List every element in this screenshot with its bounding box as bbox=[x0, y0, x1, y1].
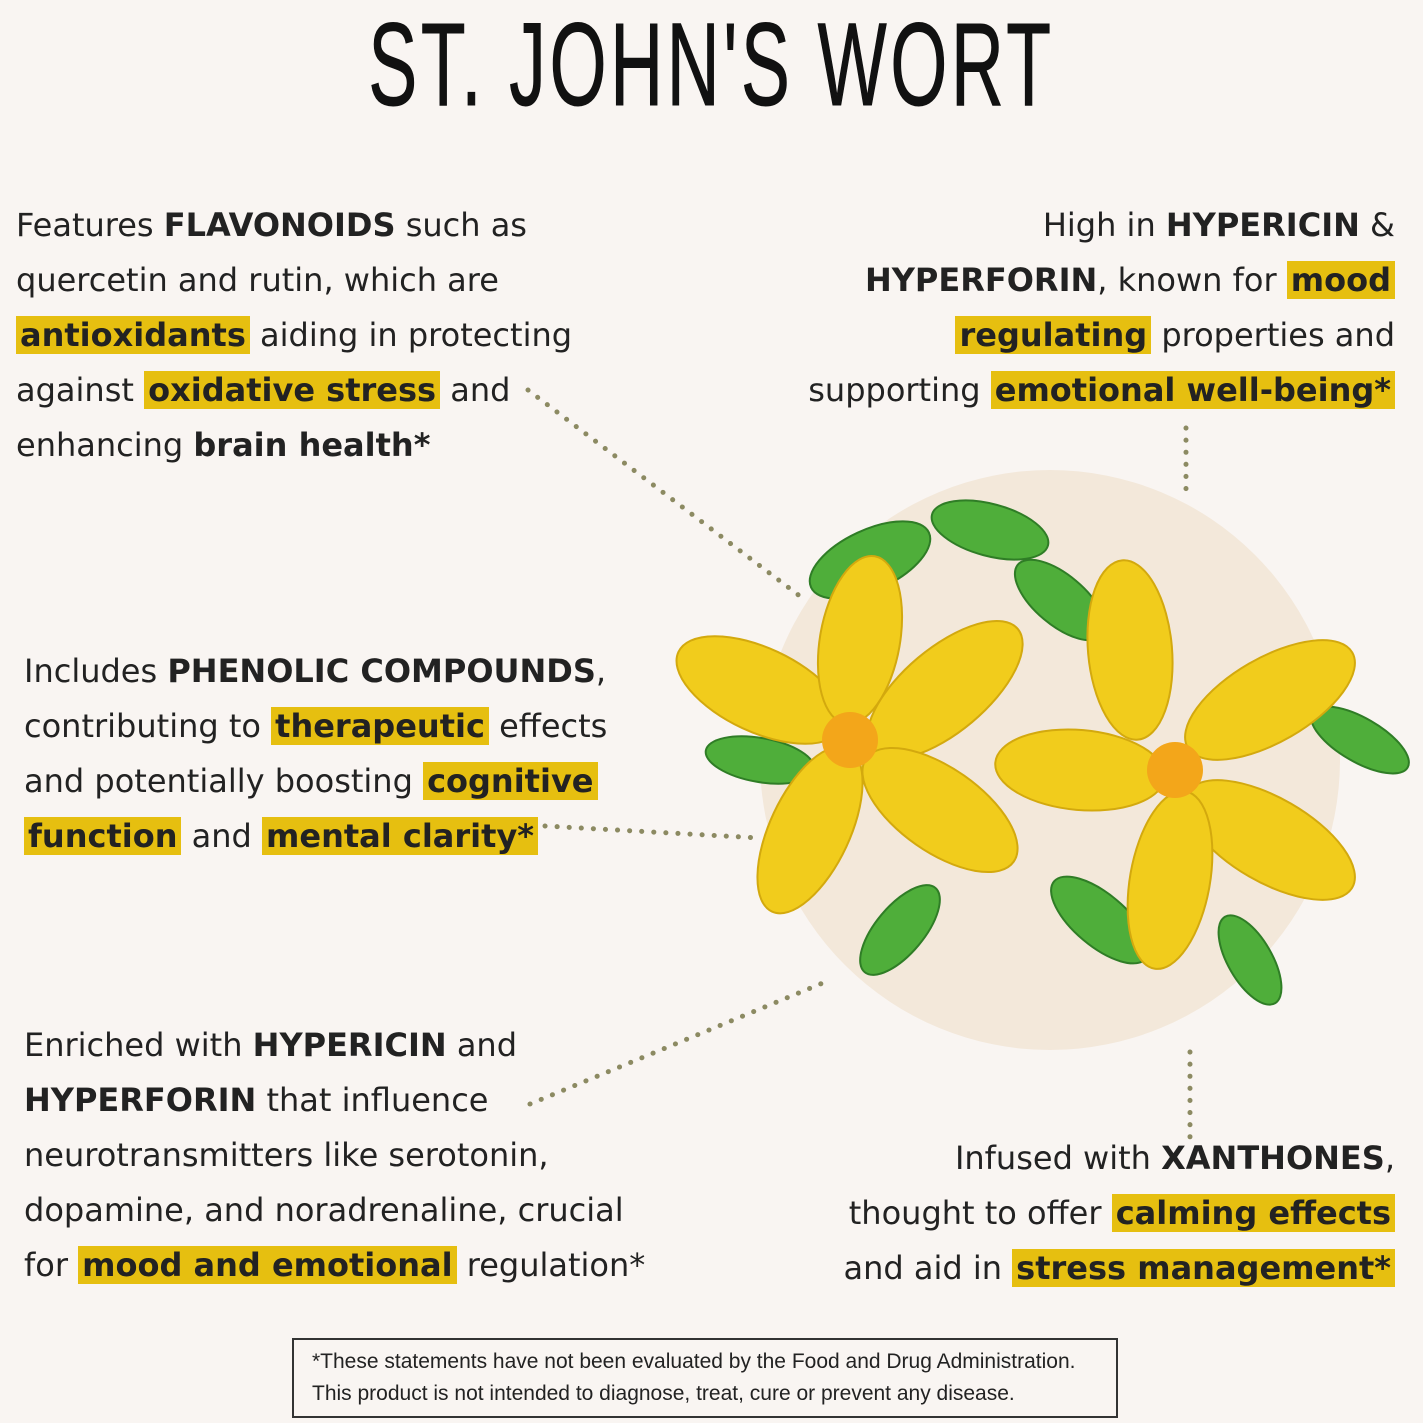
text-segment: and aid in bbox=[843, 1249, 1013, 1287]
highlighted-term: mood and emotional bbox=[78, 1246, 456, 1284]
text-segment: for bbox=[24, 1246, 79, 1284]
text-block-xanthones bbox=[843, 1131, 1395, 1296]
text-segment: effects bbox=[488, 707, 608, 745]
text-segment: such as bbox=[395, 206, 527, 244]
text-segment: dopamine, and noradrenaline, crucial bbox=[24, 1191, 624, 1229]
highlighted-term: function bbox=[24, 817, 181, 855]
text-block-phenolic bbox=[24, 644, 607, 864]
text-segment: , known for bbox=[1097, 261, 1287, 299]
text-segment: , bbox=[595, 652, 607, 690]
text-block-flavonoids bbox=[16, 198, 572, 473]
text-line bbox=[16, 363, 572, 418]
bold-term: FLAVONOIDS bbox=[163, 206, 396, 244]
disclaimer-line-2: This product is not intended to diagnose, treat, cure or prevent any disease. bbox=[312, 1382, 1015, 1405]
text-segment: that influence bbox=[256, 1081, 489, 1119]
highlighted-term: mood bbox=[1287, 261, 1395, 299]
text-line bbox=[24, 644, 607, 699]
text-segment: and bbox=[440, 371, 511, 409]
highlighted-term: stress management* bbox=[1012, 1249, 1395, 1287]
text-line bbox=[24, 1073, 645, 1128]
text-segment: and potentially boosting bbox=[24, 762, 424, 800]
text-line bbox=[24, 699, 607, 754]
text-line bbox=[24, 1018, 645, 1073]
disclaimer-line-1: *These statements have not been evaluated by the Food and Drug Administration. bbox=[312, 1350, 1076, 1373]
text-segment: against bbox=[16, 371, 145, 409]
text-line bbox=[24, 754, 607, 809]
text-segment: contributing to bbox=[24, 707, 272, 745]
text-line bbox=[808, 253, 1395, 308]
text-segment: Includes bbox=[24, 652, 168, 690]
fda-disclaimer bbox=[292, 1338, 1118, 1418]
text-line bbox=[24, 1238, 645, 1293]
bold-term: brain health* bbox=[193, 426, 431, 464]
highlighted-term: calming effects bbox=[1112, 1194, 1395, 1232]
text-segment: properties and bbox=[1151, 316, 1395, 354]
text-segment: quercetin and rutin, which are bbox=[16, 261, 499, 299]
bold-term: HYPERFORIN bbox=[864, 261, 1098, 299]
text-line bbox=[843, 1131, 1395, 1186]
highlighted-term: cognitive bbox=[423, 762, 597, 800]
text-line bbox=[16, 418, 572, 473]
text-segment: supporting bbox=[808, 371, 991, 409]
text-line bbox=[16, 308, 572, 363]
text-segment: & bbox=[1359, 206, 1395, 244]
text-block-neurotransmitters bbox=[24, 1018, 645, 1293]
text-segment: Enriched with bbox=[24, 1026, 253, 1064]
text-line bbox=[808, 198, 1395, 253]
highlighted-term: antioxidants bbox=[16, 316, 250, 354]
bold-term: HYPERICIN bbox=[252, 1026, 447, 1064]
text-segment: Features bbox=[16, 206, 164, 244]
text-segment: and bbox=[446, 1026, 518, 1064]
text-line bbox=[808, 363, 1395, 418]
text-line bbox=[808, 308, 1395, 363]
text-segment: regulation* bbox=[456, 1246, 646, 1284]
highlighted-term: regulating bbox=[955, 316, 1151, 354]
bold-term: PHENOLIC COMPOUNDS bbox=[167, 652, 596, 690]
text-segment: Infused with bbox=[954, 1139, 1162, 1177]
text-line bbox=[16, 198, 572, 253]
bold-term: HYPERICIN bbox=[1165, 206, 1360, 244]
text-line bbox=[16, 253, 572, 308]
text-line bbox=[24, 809, 607, 864]
text-segment: thought to offer bbox=[848, 1194, 1112, 1232]
text-line bbox=[843, 1186, 1395, 1241]
bold-term: HYPERFORIN bbox=[24, 1081, 257, 1119]
highlighted-term: oxidative stress bbox=[144, 371, 440, 409]
text-line bbox=[843, 1241, 1395, 1296]
text-segment: aiding in protecting bbox=[249, 316, 573, 354]
highlighted-term: mental clarity* bbox=[262, 817, 538, 855]
text-segment: High in bbox=[1042, 206, 1166, 244]
text-segment: enhancing bbox=[16, 426, 194, 464]
highlighted-term: emotional well-being* bbox=[991, 371, 1395, 409]
text-block-hypericin-mood bbox=[808, 198, 1395, 418]
text-segment: , bbox=[1384, 1139, 1395, 1177]
bold-term: XANTHONES bbox=[1161, 1139, 1385, 1177]
highlighted-term: therapeutic bbox=[271, 707, 489, 745]
text-segment: and bbox=[181, 817, 263, 855]
page-title: ST. JOHN'S WORT bbox=[368, 0, 1055, 131]
text-line bbox=[24, 1183, 645, 1238]
text-segment: neurotransmitters like serotonin, bbox=[24, 1136, 549, 1174]
text-line bbox=[24, 1128, 645, 1183]
